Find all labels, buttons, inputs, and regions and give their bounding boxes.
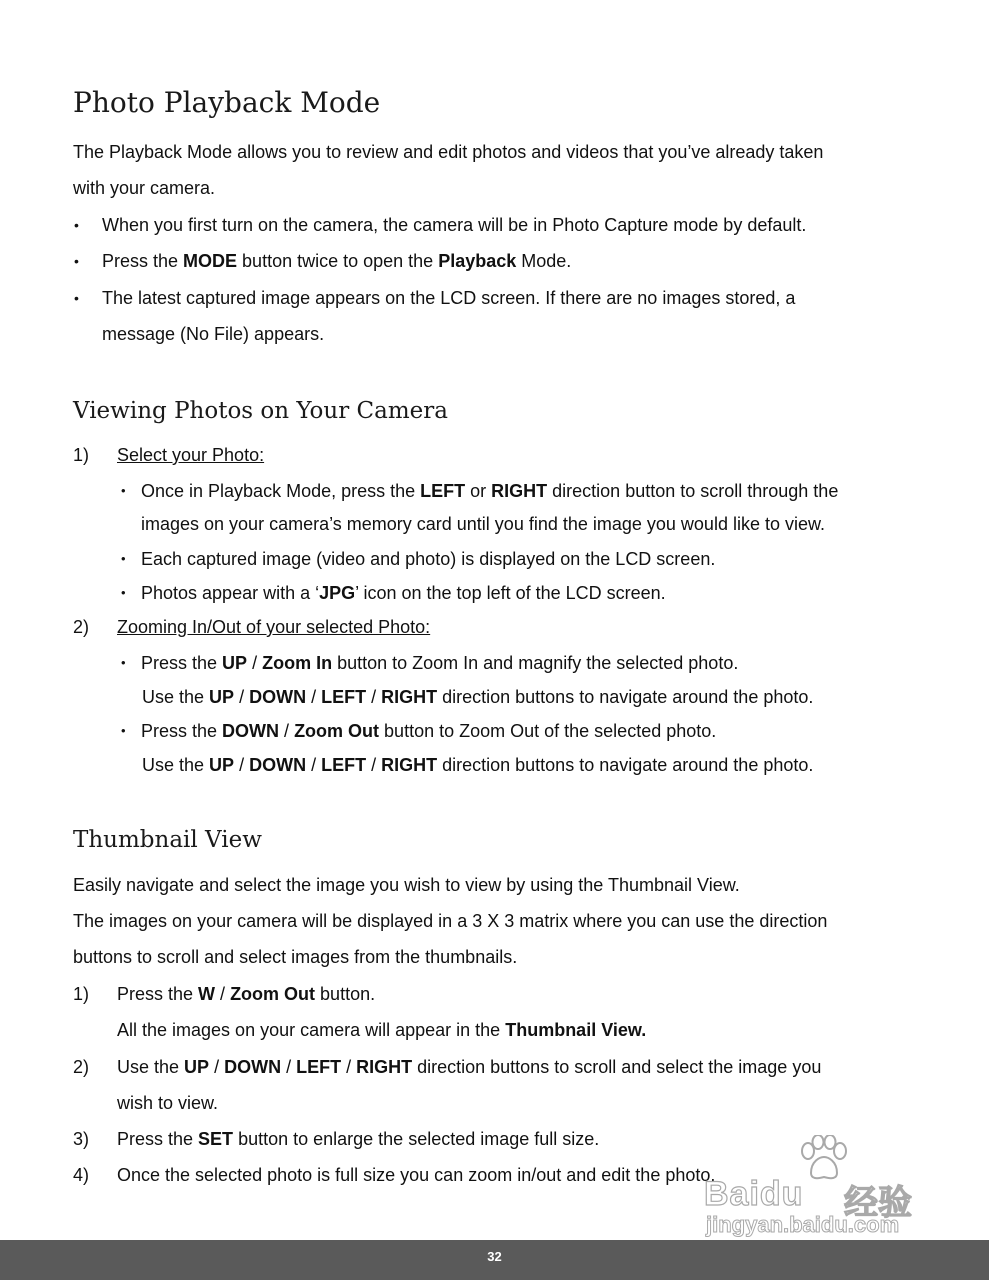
bullet-item: • When you first turn on the camera, the camera will be in Photo Capture mode by default. [74,215,807,235]
thumbnail-paragraph-1: Easily navigate and select the image you wish to view by using the Thumbnail View. [73,875,740,895]
bullet-item: • Press the MODE button twice to open the Playback Mode. [74,251,572,271]
bullet-item-continuation: message (No File) appears. [102,324,325,344]
paw-icon [798,1135,848,1181]
sub-bullet-item: • Each captured image (video and photo) is displayed on the LCD screen. [121,549,716,569]
numbered-step: 3) Press the SET button to enlarge the selected image full size. [73,1129,600,1149]
page-number: 32 [487,1249,502,1264]
baidu-jingyan-watermark [700,1135,940,1240]
bullet-icon: • [121,655,126,670]
sub-bullet-item: • Photos appear with a ‘JPG’ icon on the top left of the LCD screen. [121,583,666,603]
navigation-instruction: Use the UP / DOWN / LEFT / RIGHT direction buttons to navigate around the photo. [142,755,814,775]
bullet-icon: • [121,723,126,738]
numbered-step: 2) Use the UP / DOWN / LEFT / RIGHT direction buttons to scroll and select the image you [73,1057,822,1077]
section-title-thumbnail-view: Thumbnail View [73,827,262,853]
numbered-step-continuation: wish to view. [117,1093,219,1113]
thumbnail-paragraph-2-line1: The images on your camera will be displayed in a 3 X 3 matrix where you can use the direction [73,911,828,931]
navigation-instruction: Use the UP / DOWN / LEFT / RIGHT direction buttons to navigate around the photo. [142,687,814,707]
sub-bullet-item: • Press the DOWN / Zoom Out button to Zoom Out of the selected photo. [121,721,717,741]
bullet-icon: • [74,217,79,233]
intro-paragraph-line1: The Playback Mode allows you to review and edit photos and videos that you’ve already taken [73,142,824,162]
sub-bullet-continuation: images on your camera’s memory card until you find the image you would like to view. [141,514,825,534]
watermark-brand-cn: 经验 [844,1184,912,1222]
numbered-step: 2) Zooming In/Out of your selected Photo: [73,617,431,637]
numbered-step-continuation: All the images on your camera will appear in the Thumbnail View. [117,1020,647,1040]
bullet-item: • The latest captured image appears on the LCD screen. If there are no images stored, a [74,288,796,308]
section-title-viewing-photos: Viewing Photos on Your Camera [73,398,448,424]
numbered-step: 4) Once the selected photo is full size you can zoom in/out and edit the photo. [73,1165,716,1185]
numbered-step: 1) Press the W / Zoom Out button. [73,984,376,1004]
sub-bullet-item: • Once in Playback Mode, press the LEFT or RIGHT direction button to scroll through the [121,481,839,501]
bullet-icon: • [121,585,126,600]
watermark-url: jingyan.baidu.com [706,1212,900,1237]
thumbnail-paragraph-2-line2: buttons to scroll and select images from the thumbnails. [73,947,518,967]
bullet-icon: • [121,483,126,498]
intro-paragraph-line2: with your camera. [73,178,216,198]
sub-bullet-item: • Press the UP / Zoom In button to Zoom In and magnify the selected photo. [121,653,739,673]
numbered-step: 1) Select your Photo: [73,445,265,465]
bullet-icon: • [121,551,126,566]
watermark-brand: Baidu [704,1175,804,1213]
bullet-icon: • [74,253,79,269]
section-title-photo-playback-mode: Photo Playback Mode [73,86,381,119]
bullet-icon: • [74,290,79,306]
